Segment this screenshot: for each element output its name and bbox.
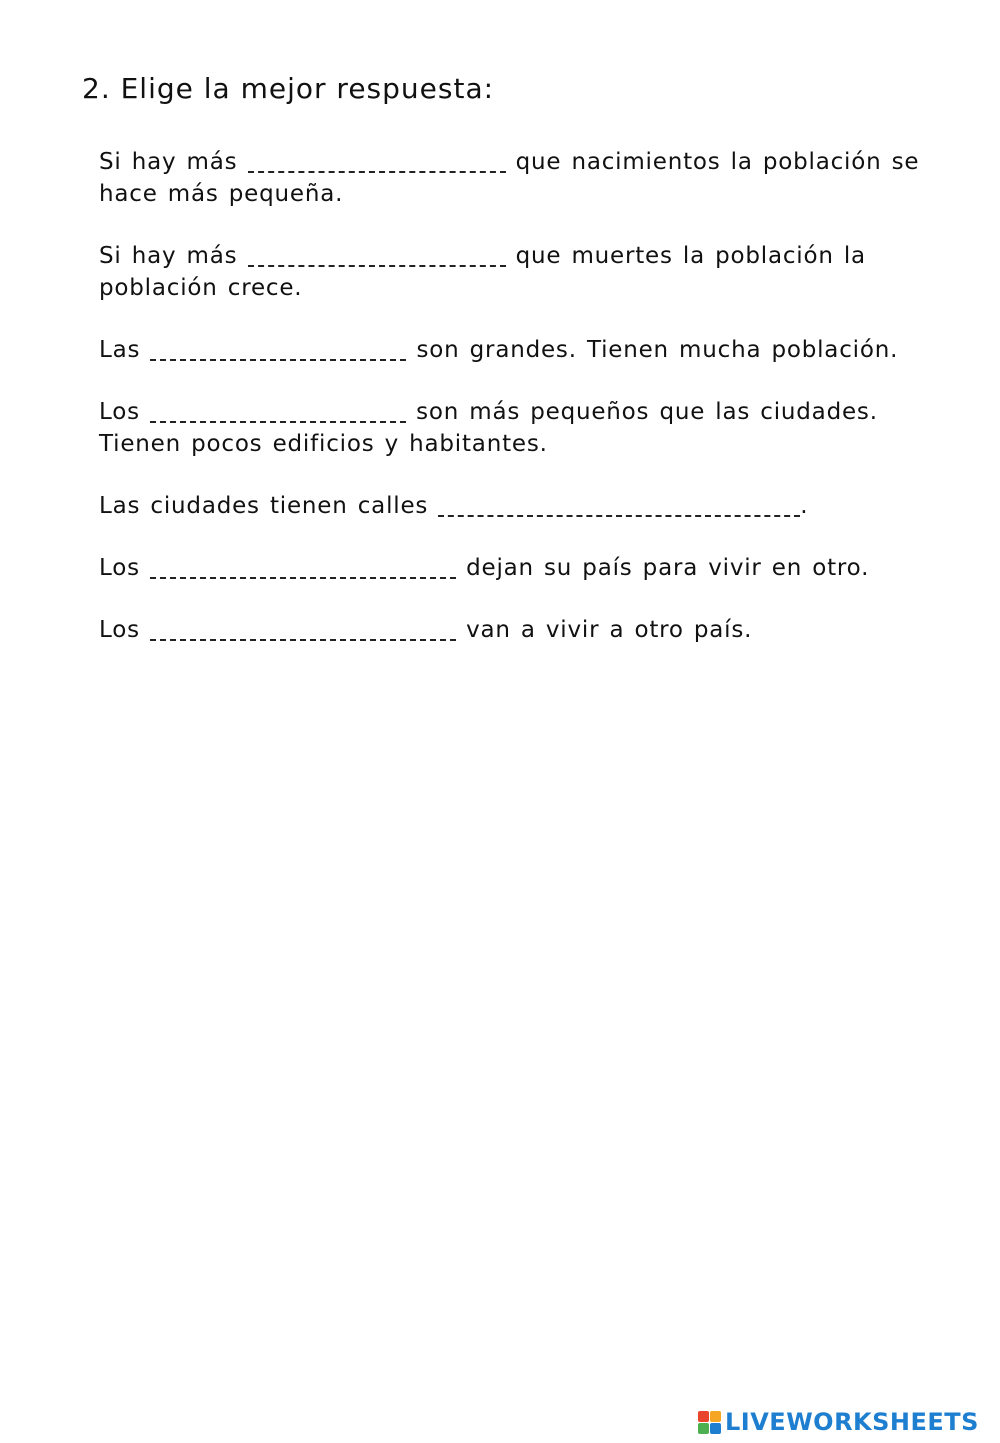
- sentence-6-before: Los: [99, 555, 150, 581]
- sentence-7-before: Los: [99, 617, 150, 643]
- sentence-5-after: .: [800, 493, 809, 519]
- sentence-3-before: Las: [99, 337, 151, 363]
- sentence-5-before: Las ciudades tienen calles: [99, 493, 439, 519]
- blank-3[interactable]: [150, 335, 406, 357]
- blank-7[interactable]: [150, 615, 456, 637]
- blank-2[interactable]: [248, 241, 506, 263]
- logo-icon-square-2: [710, 1411, 721, 1422]
- sentence-4: [99, 396, 939, 460]
- sentence-3: [99, 334, 939, 366]
- liveworksheets-brand-text: LIVEWORKSHEETS: [725, 1408, 979, 1436]
- sentence-2: [99, 240, 939, 304]
- exercise-heading: 2. Elige la mejor respuesta:: [82, 72, 495, 105]
- logo-icon-square-1: [698, 1411, 709, 1422]
- blank-5[interactable]: [438, 491, 800, 513]
- sentence-6: [99, 552, 939, 584]
- logo-icon-square-4: [710, 1423, 721, 1434]
- sentence-3-after: son grandes. Tienen mucha población.: [406, 337, 899, 363]
- logo-icon-square-3: [698, 1423, 709, 1434]
- sentence-2-before: Si hay más: [99, 243, 248, 269]
- sentence-5: [99, 490, 939, 522]
- blank-4[interactable]: [150, 397, 406, 419]
- liveworksheets-logo: [698, 1408, 979, 1436]
- sentence-1-before: Si hay más: [99, 149, 248, 175]
- sentence-4-before: Los: [99, 399, 150, 425]
- sentence-1-after: que nacimientos la población se hace más pequeña.: [99, 149, 930, 207]
- sentence-7: [99, 614, 939, 646]
- liveworksheets-logo-icon: [698, 1411, 721, 1434]
- sentence-2-after: que muertes la población la población crece.: [99, 243, 877, 301]
- sentence-7-after: van a vivir a otro país.: [455, 617, 753, 643]
- sentence-1: [99, 146, 939, 210]
- fill-in-blank-list: [99, 146, 939, 676]
- blank-1[interactable]: [248, 147, 506, 169]
- blank-6[interactable]: [150, 553, 456, 575]
- sentence-4-after: son más pequeños que las ciudades. Tienen pocos edificios y habitantes.: [99, 399, 888, 457]
- sentence-6-after: dejan su país para vivir en otro.: [455, 555, 870, 581]
